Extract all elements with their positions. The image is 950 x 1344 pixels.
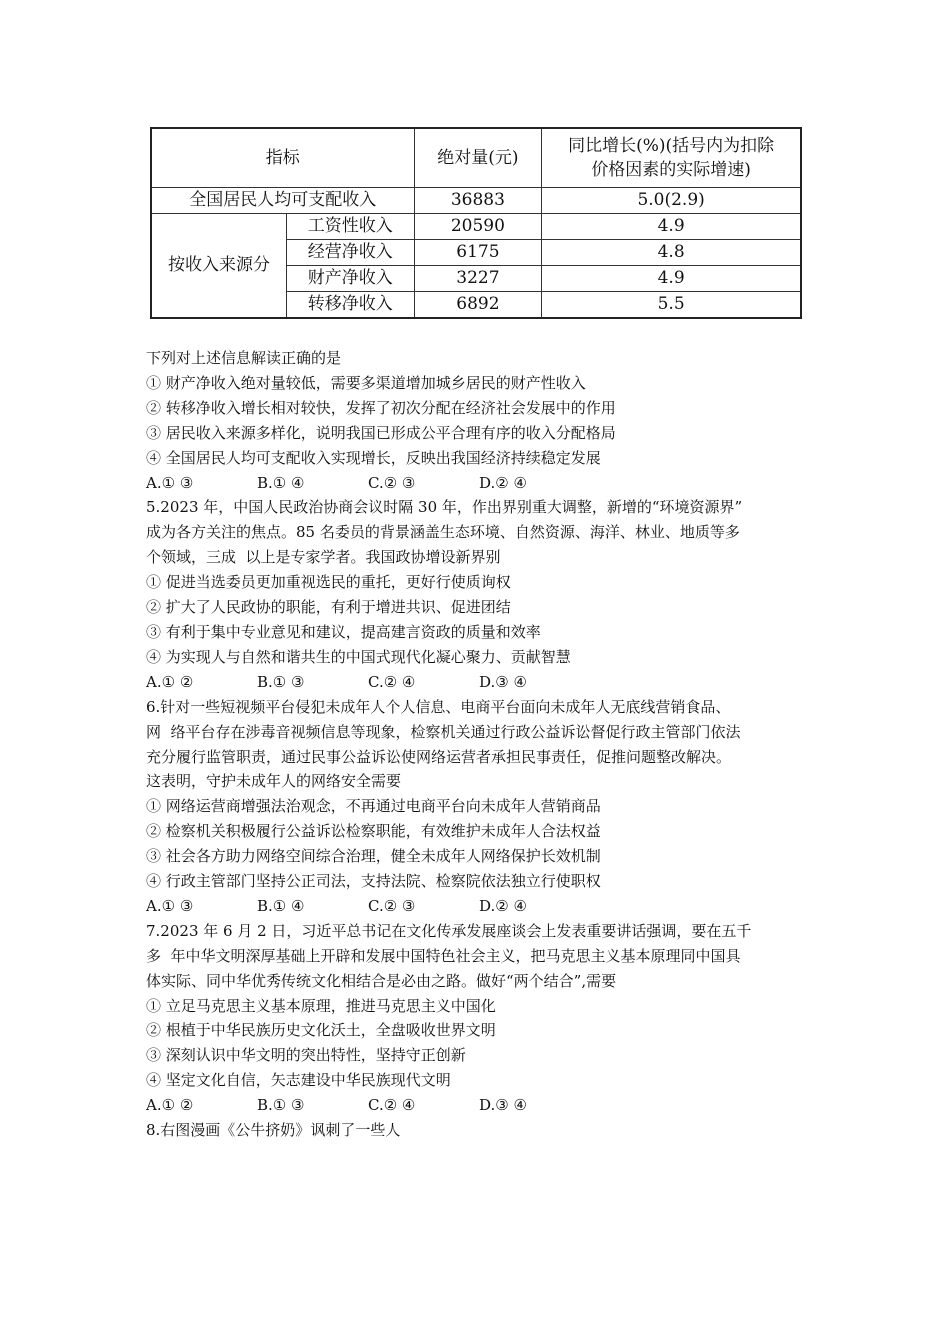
question-stem: 成为各方关注的焦点。85 名委员的背景涵盖生态环境、自然资源、海洋、林业、地质等多 [146, 523, 740, 542]
row-growth: 4.9 [542, 214, 801, 240]
total-label: 全国居民人均可支配收入 [151, 188, 414, 214]
choice-c: C.② ④ [368, 672, 416, 691]
question-stem: 下列对上述信息解读正确的是 [146, 349, 342, 367]
income-table [150, 127, 802, 319]
table-row [151, 214, 801, 240]
row-value: 6892 [414, 292, 542, 319]
answer-choices [146, 471, 812, 496]
question-stem: 这表明，守护未成年人的网络安全需要 [146, 772, 402, 791]
row-growth: 4.8 [542, 240, 801, 266]
option: ④ 为实现人与自然和谐共生的中国式现代化凝心聚力、贡献智慧 [146, 647, 571, 666]
option: ② 扩大了人民政协的职能，有利于增进共识、促进团结 [146, 598, 511, 617]
table-row-total [151, 188, 801, 214]
choice-d: D.③ ④ [479, 672, 527, 691]
header-absolute: 绝对量(元) [414, 128, 542, 188]
header-growth-line2: 价格因素的实际增速) [591, 160, 751, 180]
choice-b: B.① ④ [257, 473, 305, 492]
option: ③ 深刻认识中华文明的突出特性，坚持守正创新 [146, 1046, 466, 1065]
choice-c: C.② ③ [368, 473, 416, 492]
choice-d: D.② ④ [479, 896, 527, 915]
row-growth: 4.9 [542, 266, 801, 292]
question-stem: 网 络平台存在涉毒音视频信息等现象，检察机关通过行政公益诉讼督促行政主管部门依法 [146, 722, 741, 741]
question-stem: 6.针对一些短视频平台侵犯未成年人个人信息、电商平台面向未成年人无底线营销食品、 [146, 697, 731, 716]
row-label: 经营净收入 [287, 240, 415, 266]
option: ② 检察机关积极履行公益诉讼检察职能，有效维护未成年人合法权益 [146, 822, 601, 841]
choice-a: A.① ③ [146, 473, 194, 492]
option: ② 转移净收入增长相对较快，发挥了初次分配在经济社会发展中的作用 [146, 398, 616, 417]
option: ④ 全国居民人均可支配收入实现增长，反映出我国经济持续稳定发展 [146, 448, 601, 467]
choice-a: A.① ③ [146, 896, 194, 915]
row-growth: 5.5 [542, 292, 801, 319]
row-label: 财产净收入 [287, 266, 415, 292]
row-label: 转移净收入 [287, 292, 415, 319]
choice-b: B.① ③ [257, 1096, 305, 1115]
choice-b: B.① ③ [257, 672, 305, 691]
row-value: 3227 [414, 266, 542, 292]
option: ① 立足马克思主义基本原理，推进马克思主义中国化 [146, 996, 496, 1015]
option: ② 根植于中华民族历史文化沃土，全盘吸收世界文明 [146, 1021, 496, 1040]
questions [146, 346, 812, 1143]
row-label: 工资性收入 [287, 214, 415, 240]
answer-choices [146, 670, 812, 695]
row-value: 20590 [414, 214, 542, 240]
option: ① 促进当选委员更加重视选民的重托，更好行使质询权 [146, 573, 511, 592]
header-growth-line1: 同比增长(%)(括号内为扣除 [568, 136, 775, 156]
total-growth: 5.0(2.9) [542, 188, 801, 214]
group-label: 按收入来源分 [151, 214, 287, 319]
question-stem: 8.右图漫画《公牛挤奶》讽刺了一些人 [146, 1121, 401, 1140]
choice-d: D.② ④ [479, 473, 527, 492]
option: ④ 坚定文化自信，矢志建设中华民族现代文明 [146, 1071, 451, 1090]
table-header-row [151, 128, 801, 188]
answer-choices [146, 1093, 812, 1118]
option: ① 财产净收入绝对量较低，需要多渠道增加城乡居民的财产性收入 [146, 373, 586, 392]
question-stem: 多 年中华文明深厚基础上开辟和发展中国特色社会主义，把马克思主义基本原理同中国具 [146, 946, 741, 965]
option: ③ 有利于集中专业意见和建议，提高建言资政的质量和效率 [146, 622, 541, 641]
question-stem: 5.2023 年，中国人民政治协商会议时隔 30 年，作出界别重大调整，新增的“环境资源界” [146, 498, 743, 517]
question-stem: 体实际、同中华优秀传统文化相结合是必由之路。做好“两个结合”,需要 [146, 971, 617, 990]
option: ④ 行政主管部门坚持公正司法，支持法院、检察院依法独立行使职权 [146, 872, 601, 891]
answer-choices [146, 894, 812, 919]
question-stem: 7.2023 年 6 月 2 日，习近平总书记在文化传承发展座谈会上发表重要讲话强调，要在五千 [146, 921, 752, 940]
question-stem: 个领域，三成 以上是专家学者。我国政协增设新界别 [146, 548, 501, 567]
total-value: 36883 [414, 188, 542, 214]
choice-b: B.① ④ [257, 896, 305, 915]
option: ① 网络运营商增强法治观念，不再通过电商平台向未成年人营销商品 [146, 797, 601, 816]
header-growth [542, 128, 801, 188]
option: ③ 社会各方助力网络空间综合治理，健全未成年人网络保护长效机制 [146, 847, 601, 866]
row-value: 6175 [414, 240, 542, 266]
header-indicator: 指标 [151, 128, 414, 188]
choice-a: A.① ② [146, 672, 194, 691]
choice-a: A.① ② [146, 1096, 194, 1115]
choice-d: D.③ ④ [479, 1096, 527, 1115]
question-stem: 充分履行监管职责，通过民事公益诉讼使网络运营者承担民事责任，促推问题整改解决。 [146, 747, 732, 766]
choice-c: C.② ④ [368, 1096, 416, 1115]
choice-c: C.② ③ [368, 896, 416, 915]
option: ③ 居民收入来源多样化，说明我国已形成公平合理有序的收入分配格局 [146, 423, 616, 442]
